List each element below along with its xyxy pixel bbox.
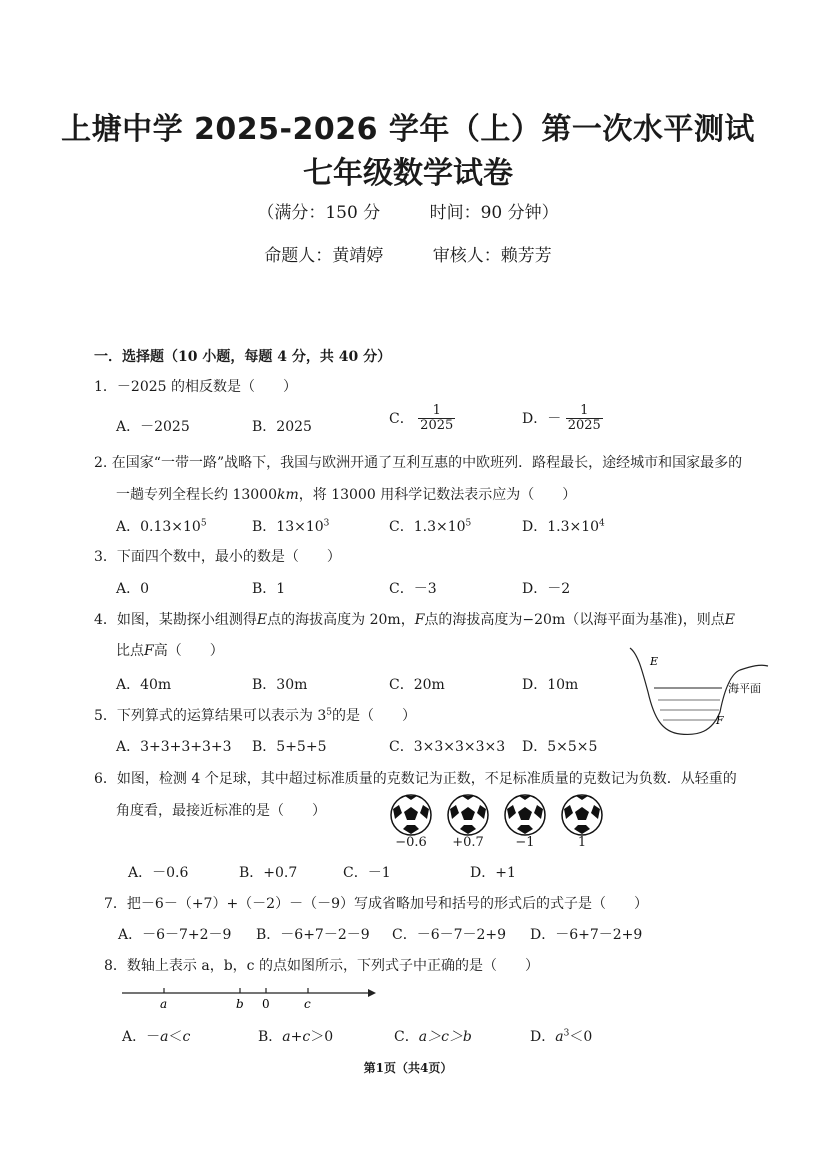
- question-2-line1: 2. 在国家“一带一路”战略下，我国与欧洲开通了互利互惠的中欧班列．路程最长，途经城市和国家最多的: [94, 455, 743, 471]
- number-line: [118, 982, 383, 1012]
- q8-option-a: A．－a＜c: [122, 1029, 191, 1045]
- q7-option-c: C．－6－7－2+9: [392, 927, 507, 943]
- exam-subtitle: 七年级数学试卷: [303, 156, 513, 191]
- ball-label-1: −0.6: [395, 835, 427, 850]
- question-1: 1．－2025 的相反数是（ ）: [94, 379, 297, 395]
- section-heading: 一．选择题（10 小题，每题 4 分，共 40 分）: [94, 349, 392, 365]
- q7-option-b: B．－6+7－2－9: [256, 927, 370, 943]
- q6-option-d: D．+1: [470, 865, 516, 881]
- soccer-ball-icon: [560, 793, 604, 837]
- q8-option-c: C．a＞c＞b: [394, 1029, 472, 1045]
- author: 命题人：黄靖婷: [264, 246, 384, 266]
- q1-option-b: B．2025: [252, 419, 312, 435]
- ball-label-2: +0.7: [452, 835, 484, 850]
- question-7: 7．把－6－（+7）+（－2）－（－9）写成省略加号和括号的形式后的式子是（ ）: [104, 896, 648, 912]
- exam-staff: [0, 241, 816, 266]
- q2-option-c: C．$1.3\times 10^5$: [389, 518, 472, 535]
- question-8: 8．数轴上表示 a，b，c 的点如图所示，下列式子中正确的是（ ）: [104, 958, 539, 974]
- soccer-ball-icon: [389, 793, 433, 837]
- sea-level-label: 海平面: [728, 682, 761, 695]
- axis-label-a: a: [160, 997, 168, 1011]
- q8-option-d: D．$a^3<0$: [530, 1028, 593, 1045]
- q3-option-a: A．0: [116, 581, 150, 597]
- reviewer: 审核人：赖芳芳: [432, 246, 552, 266]
- q1-option-a: A．－2025: [116, 419, 190, 435]
- point-e-label: E: [650, 655, 659, 668]
- soccer-ball-icon: [503, 793, 547, 837]
- ball-label-3: −1: [515, 835, 535, 850]
- q5-option-d: D．5×5×5: [522, 739, 598, 755]
- ball-label-4: 1: [577, 835, 587, 850]
- q2-option-a: A．$0.13\times 10^5$: [116, 518, 207, 535]
- question-6-line1: 6．如图，检测 4 个足球，其中超过标准质量的克数记为正数，不足标准质量的克数记为负数．从轻重的: [94, 771, 737, 787]
- q7-option-d: D．－6+7－2+9: [530, 927, 643, 943]
- exam-info: [0, 198, 816, 223]
- axis-label-b: b: [236, 997, 244, 1011]
- exam-time: 时间：90 分钟）: [429, 203, 559, 223]
- q4-option-a: A．40m: [116, 677, 172, 693]
- q7-option-a: A．－6－7+2－9: [118, 927, 232, 943]
- question-6-line2: 角度看，最接近标准的是（ ）: [116, 803, 326, 819]
- axis-label-zero: 0: [262, 997, 270, 1011]
- q6-option-b: B．+0.7: [239, 865, 298, 881]
- q4-option-c: C．20m: [389, 677, 445, 693]
- full-score: （满分：150 分: [257, 203, 381, 223]
- q5-option-c: C．3×3×3×3×3: [389, 739, 506, 755]
- q1-option-c: C． $\frac{1}{2025}$: [389, 403, 454, 433]
- q1-option-d: D．－ $\frac{1}{2025}$: [522, 403, 601, 433]
- question-4-line1: 4．如图，某勘探小组测得E点的海拔高度为 20m，F点的海拔高度为−20m（以海平面为基准)，则点E: [94, 612, 735, 628]
- valley-diagram: [620, 640, 780, 750]
- q5-option-a: A．3+3+3+3+3: [116, 739, 232, 755]
- q2-option-b: B．$13\times 10^3$: [252, 518, 330, 535]
- axis-label-c: c: [304, 997, 311, 1011]
- page-footer: 第1页（共4页）: [363, 1061, 453, 1075]
- q4-option-b: B．30m: [252, 677, 308, 693]
- question-5: 5．下列算式的运算结果可以表示为 $3^5$的是（ ）: [94, 707, 416, 724]
- q6-option-c: C．－1: [343, 865, 391, 881]
- q3-option-d: D．－2: [522, 581, 571, 597]
- question-3: 3．下面四个数中，最小的数是（ ）: [94, 549, 341, 565]
- question-2-line2: 一趟专列全程长约 13000km，将 13000 用科学记数法表示应为（ ）: [116, 487, 577, 503]
- q3-option-b: B．1: [252, 581, 286, 597]
- q6-option-a: A．－0.6: [128, 865, 189, 881]
- q8-option-b: B．a+c＞0: [258, 1029, 334, 1045]
- exam-title: 上塘中学 2025-2026 学年（上）第一次水平测试: [61, 112, 755, 147]
- question-4-line2: 比点F高（ ）: [116, 643, 224, 659]
- point-f-label: F: [716, 714, 724, 727]
- q5-option-b: B．5+5+5: [252, 739, 327, 755]
- soccer-ball-icon: [446, 793, 490, 837]
- q3-option-c: C．－3: [389, 581, 437, 597]
- q4-option-d: D．10m: [522, 677, 579, 693]
- q2-option-d: D．$1.3\times 10^4$: [522, 518, 605, 535]
